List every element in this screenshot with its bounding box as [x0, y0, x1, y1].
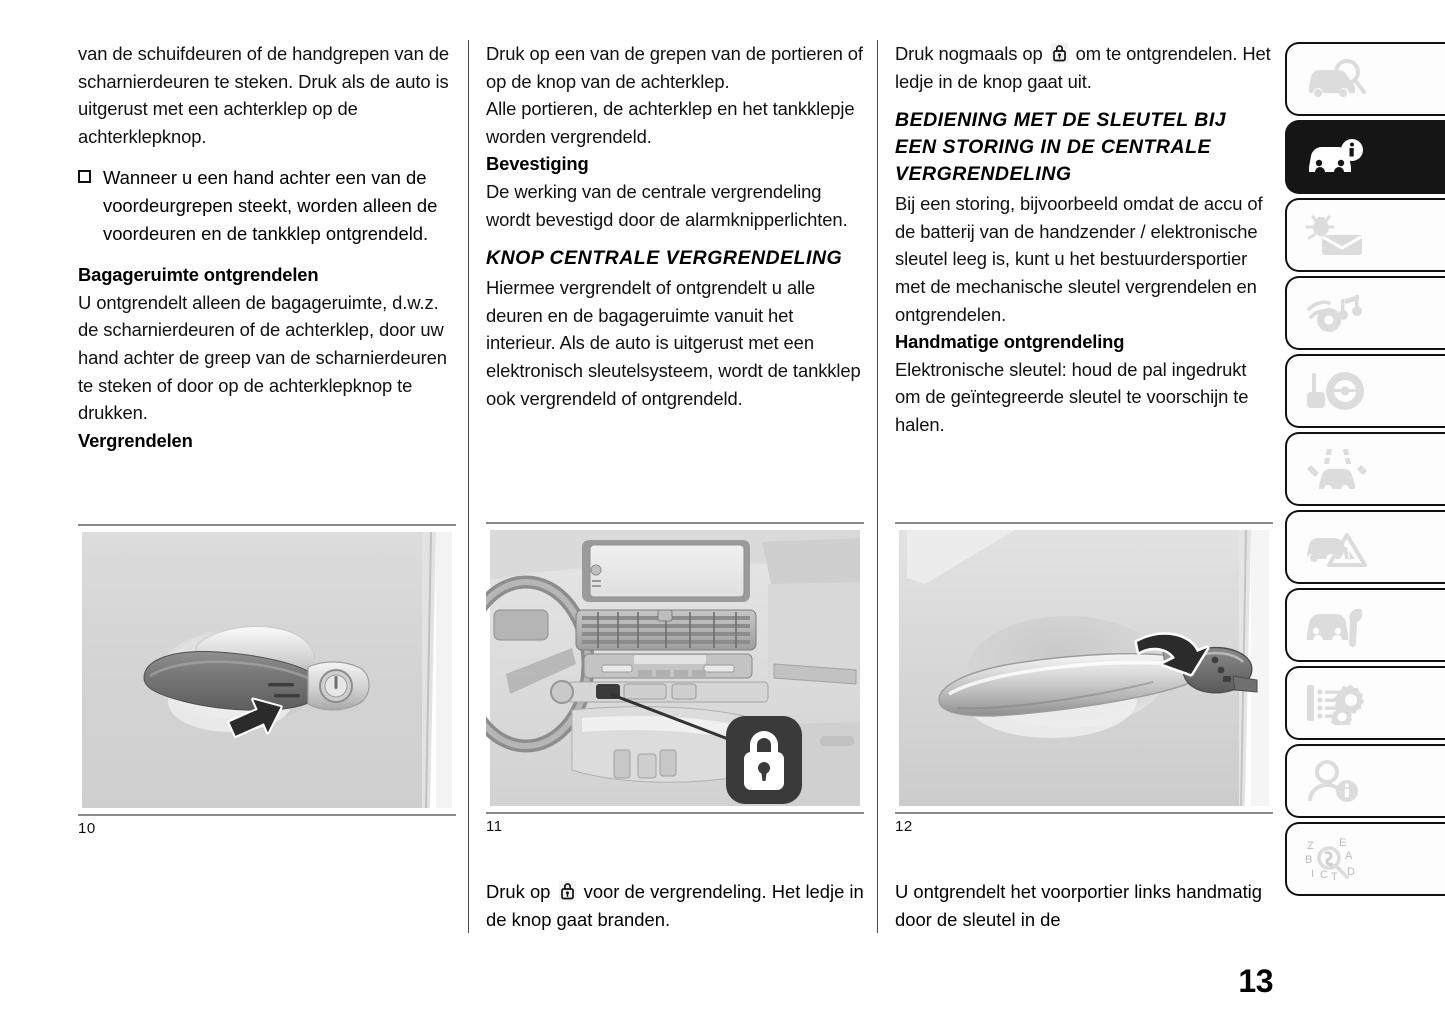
- svg-text:E: E: [1339, 837, 1347, 849]
- tab-rijhulpsystemen[interactable]: [1285, 432, 1445, 506]
- svg-text:T: T: [1331, 871, 1338, 881]
- start-steering-icon: [1305, 369, 1367, 413]
- tab-onderhoud-en-verzorging[interactable]: [1285, 588, 1445, 662]
- figure-11-illustration: [486, 524, 864, 812]
- col2-subheading-1: Bevestiging: [486, 153, 589, 175]
- svg-text:D: D: [1347, 866, 1355, 878]
- col2-paragraph-2: Alle portieren, de achterklep en het tankklepje worden vergrendeld.: [486, 98, 855, 147]
- page-number: 13: [1238, 963, 1273, 999]
- infotainment-icon: [1305, 291, 1367, 335]
- col3-subheading-1: Handmatige ontgrendeling: [895, 331, 1125, 353]
- maintenance-icon: [1305, 603, 1367, 647]
- tab-kennismaking-met-de-auto[interactable]: [1285, 42, 1445, 116]
- warning-light-mail-icon: [1305, 213, 1367, 257]
- column-3: [895, 40, 1273, 940]
- tab-waarschuwingslampjes-en-meldingen[interactable]: [1285, 198, 1445, 272]
- column-1: [78, 40, 456, 940]
- lane-assist-icon: [1305, 447, 1367, 491]
- figure-12-illustration: [895, 524, 1273, 812]
- door-handle-sensor-illustration: [78, 526, 456, 814]
- col1-paragraph-2: U ontgrendelt alleen de bagageruimte, d.w.z. de scharnierdeuren of de achterklep, door uw hand achter de greep van de scharnierdeuren te steken of door op de achterklepknop te drukken.: [78, 291, 447, 424]
- chapter-tab-rail: [1285, 42, 1445, 900]
- dashboard-central-lock-illustration: [486, 524, 864, 812]
- tab-starten-en-rijden[interactable]: [1285, 354, 1445, 428]
- figure-12: [895, 522, 1273, 838]
- col2-paragraph-4: Hiermee vergrendelt of ontgrendelt u alle deuren en de bagageruimte vanuit het interieur. Als de auto is uitgerust met een elektronisch sleutelsysteem, wordt de tankklep ook vergrendeld of ontgrendeld.: [486, 277, 861, 409]
- figure-11-caption: 11: [486, 818, 503, 835]
- column-divider-1: [468, 40, 469, 933]
- col1-bullet-item: [78, 164, 456, 247]
- door-handle-key-illustration: [895, 524, 1273, 812]
- svg-text:B: B: [1305, 854, 1313, 866]
- col1-bullet-text: Wanneer u een hand achter een van de voordeurgrepen steekt, worden alleen de voordeuren en de tankklep ontgrendeld.: [103, 167, 438, 244]
- col3-paragraph-1: [895, 40, 1273, 95]
- figure-11: [486, 522, 864, 838]
- alphabetical-index-icon: [1305, 837, 1367, 881]
- figure-10-caption: 10: [78, 820, 96, 837]
- tab-noodgevallen[interactable]: [1285, 510, 1445, 584]
- lock-icon: [559, 881, 576, 901]
- emergency-icon: [1305, 525, 1367, 569]
- figure-10: [78, 524, 456, 840]
- svg-text:Z: Z: [1307, 840, 1314, 852]
- col3-paragraph-2: Bij een storing, bijvoorbeeld omdat de accu of de batterij van de handzender / elektronische sleutel leeg is, kunt u het bestuurdersportier met de mechanische sleutel vergrendelen en ontgrendelen.: [895, 193, 1263, 325]
- col2-after-figure-text-b: voor de vergrendeling. Het ledje in de knop gaat branden.: [486, 881, 864, 930]
- content-columns: [78, 40, 1273, 940]
- svg-text:I: I: [1311, 868, 1315, 880]
- col1-subheading-2: Vergrendelen: [78, 429, 193, 451]
- specs-gears-icon: [1305, 681, 1367, 725]
- column-2: [486, 40, 864, 940]
- col2-paragraph-3: De werking van de centrale vergrendeling wordt bevestigd door de alarmknipperlichten.: [486, 180, 848, 230]
- column-divider-2: [877, 40, 878, 933]
- col3-paragraph-1-b: om te ontgrendelen. Het ledje in de knop gaat uit.: [895, 43, 1271, 92]
- tab-multimedia[interactable]: [1285, 276, 1445, 350]
- figure-10-illustration: [78, 526, 456, 814]
- car-info-icon: [1305, 135, 1367, 179]
- tab-klanteninformatie[interactable]: [1285, 744, 1445, 818]
- svg-text:C: C: [1320, 869, 1328, 881]
- svg-text:A: A: [1345, 850, 1353, 862]
- col2-after-figure-text: [486, 878, 864, 933]
- col1-paragraph-1: van de schuifdeuren of de handgrepen van de scharnierdeuren te steken. Druk als de auto is uitgerust met een achterklep op de achterklepknop.: [78, 43, 449, 147]
- col3-paragraph-1-a: Druk nogmaals op: [895, 43, 1048, 64]
- tab-alfabetisch-register[interactable]: [1285, 822, 1445, 896]
- figure-12-caption: 12: [895, 818, 913, 835]
- tab-kennis-van-de-auto[interactable]: [1285, 120, 1445, 194]
- tab-technische-gegevens[interactable]: [1285, 666, 1445, 740]
- col3-paragraph-3: Elektronische sleutel: houd de pal ingedrukt om de geïntegreerde sleutel te voorschijn te halen.: [895, 358, 1249, 435]
- col2-paragraph-1: Druk op een van de grepen van de portieren of op de knop van de achterklep.: [486, 43, 863, 92]
- col2-after-figure-text-a: Druk op: [486, 881, 556, 902]
- lock-icon: [1051, 43, 1068, 63]
- col2-section-heading: KNOP CENTRALE VERGRENDELING: [486, 247, 843, 270]
- customer-info-icon: [1305, 759, 1367, 803]
- col3-after-figure-text: U ontgrendelt het voorportier links handmatig door de sleutel in de: [895, 881, 1262, 930]
- square-bullet-icon: [78, 170, 91, 183]
- car-search-icon: [1305, 57, 1367, 101]
- col3-section-heading: BEDIENING MET DE SLEUTEL BIJ EEN STORING IN DE CENTRALE VERGRENDELING: [895, 109, 1227, 186]
- col1-subheading-1: Bagageruimte ontgrendelen: [78, 264, 319, 286]
